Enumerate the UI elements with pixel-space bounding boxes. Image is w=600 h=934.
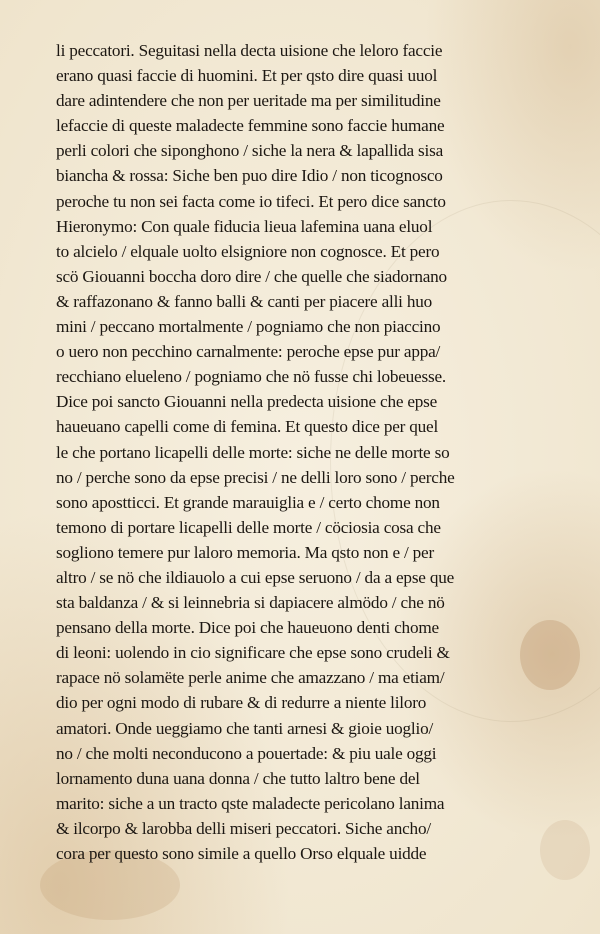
text-line: recchiano eluelenо / pogniamo che nö fusse chi lobeuesse. [56,367,446,387]
foxing-stain [540,820,590,880]
text-line: erano quasi faccie di huomini. Et per qsto dire quasi uuol [56,66,438,86]
text-line: dare adintendere che non per ueritade ma per similitudine [56,91,441,111]
text-line: no / che molti neconducono a pouertade: & piu uale oggi [56,743,437,763]
text-line: lefaccie di queste maladecte femmine sono faccie humane [56,116,445,136]
text-line: amatori. Onde ueggiamo che tanti arnesi & gioie uoglio/ [56,718,434,738]
body-text [56,38,516,866]
text-line: Hieronymo: Con quale fiducia lieua lafemina uana eluol [56,216,433,236]
text-line: scö Giouanni boccha doro dire / che quelle che siadornano [56,266,447,286]
text-line: no / perche sono da epse precisi / ne delli loro sono / perche [56,467,455,487]
text-line: Dice poi sancto Giouanni nella predecta uisione che epse [56,392,438,412]
text-line: biancha & rossa: Siche ben puo dire Idio / non ticognosco [56,166,443,186]
text-line: marito: siche a un tracto qste maladecte pericolano lanima [56,793,445,813]
text-line: perli colori che siponghono / siche la nera & lapallida sisa [56,141,444,161]
text-line: sta baldanza / & si leinnebria si dapiacere almödo / che nö [56,593,445,613]
text-line: li peccatori. Seguitasi nella decta uisione che leloro faccie [56,41,443,60]
text-line: dio per ogni modo di rubare & di redurre a niente liloro [56,693,427,713]
text-line: peroche tu non sei facta come io tifeci. Et pero dice sancto [56,191,446,211]
text-line: di leoni: uolendo in cio significare che epse sono crudeli & [56,643,450,663]
text-line: mini / peccano mortalmente / pogniamo che non piaccino [56,317,441,337]
text-line: temono di portare licapelli delle morte / cöciosia cosa che [56,517,441,537]
text-line: le che portano licapelli delle morte: siche ne delle morte so [56,442,450,462]
text-line: haueuano capelli come di femina. Et questo dice per quel [56,417,439,437]
text-line: pensano della morte. Dice poi che haueuono denti chome [56,618,439,638]
text-line: sono apostticci. Et grande marauiglia e / certo chome non [56,492,440,512]
text-line: rapace nö solamëte perle anime che amazzano / ma etiam/ [56,668,445,688]
text-line: & raffazonano & fanno balli & canti per piacere alli huo [56,291,432,311]
foxing-stain [520,620,580,690]
text-line: sogliono temere pur laloro memoria. Ma qsto non e / per [56,542,435,562]
text-line: to alcielo / elquale uolto elsigniore non cognosce. Et pero [56,241,440,261]
text-line: lornamento duna uana donna / che tutto laltro bene del [56,768,420,788]
text-line: & ilcorpo & larobba delli miseri peccatori. Siche ancho/ [56,818,431,838]
text-line: cora per questo sono simile a quello Orso elquale uidde [56,844,427,863]
text-line: o uero non pecchino carnalmente: peroche epse pur appa/ [56,342,441,362]
text-line: altro / se nö che ildiauolo a cui epse seruono / da a epse que [56,567,455,587]
